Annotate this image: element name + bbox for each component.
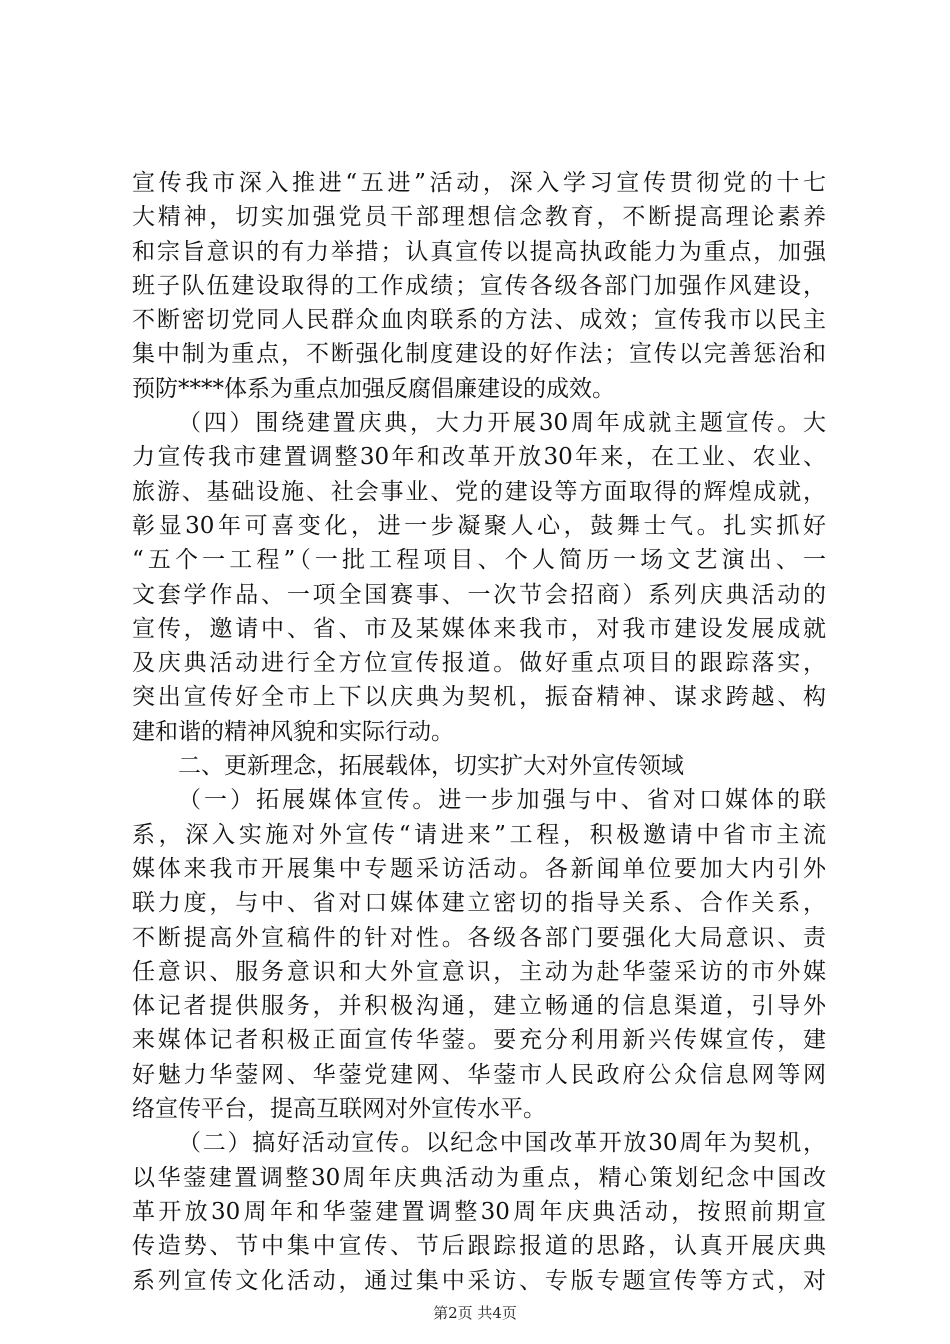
text-line: 力宣传我市建置调整30年和改革开放30年来，在工业、农业、 xyxy=(132,444,826,471)
text-line: 二、更新理念，拓展载体，切实扩大对外宣传领域 xyxy=(178,753,684,780)
text-line: 传造势、节中集中宣传、节后跟踪报道的思路，认真开展庆典 xyxy=(132,1233,826,1260)
text-line: 突出宣传好全市上下以庆典为契机，振奋精神、谋求跨越、构 xyxy=(132,684,826,711)
text-line: 预防****体系为重点加强反腐倡廉建设的成效。 xyxy=(132,375,615,402)
text-line: 及庆典活动进行全方位宣传报道。做好重点项目的跟踪落实， xyxy=(132,650,826,677)
text-line: 文套学作品、一项全国赛事、一次节会招商）系列庆典活动的 xyxy=(132,581,826,608)
document-body xyxy=(132,166,826,1298)
text-line: 系列宣传文化活动，通过集中采访、专版专题宣传等方式，对 xyxy=(132,1267,826,1294)
text-line: 班子队伍建设取得的工作成绩；宣传各级各部门加强作风建设， xyxy=(132,272,826,299)
text-line: 宣传，邀请中、省、市及某媒体来我市，对我市建设发展成就 xyxy=(132,615,826,642)
text-line: （四）围绕建置庆典，大力开展30周年成就主题宣传。大 xyxy=(178,410,826,437)
text-line: （一）拓展媒体宣传。进一步加强与中、省对口媒体的联 xyxy=(178,787,826,814)
text-line: 体记者提供服务，并积极沟通，建立畅通的信息渠道，引导外 xyxy=(132,993,826,1020)
text-line: 好魅力华蓥网、华蓥党建网、华蓥市人民政府公众信息网等网 xyxy=(132,1061,826,1088)
text-line: 来媒体记者积极正面宣传华蓥。要充分利用新兴传媒宣传，建 xyxy=(132,1027,826,1054)
text-line: 媒体来我市开展集中专题采访活动。各新闻单位要加大内引外 xyxy=(132,855,826,882)
page-number-footer: 第2页 共4页 xyxy=(433,1304,517,1322)
text-line: 任意识、服务意识和大外宣意识，主动为赴华蓥采访的市外媒 xyxy=(132,958,826,985)
text-line: 建和谐的精神风貌和实际行动。 xyxy=(132,718,454,745)
text-line: 革开放30周年和华蓥建置调整30周年庆典活动，按照前期宣 xyxy=(132,1198,826,1225)
text-line: “五个一工程”（一批工程项目、个人简历一场文艺演出、一 xyxy=(132,547,826,574)
text-line: 系，深入实施对外宣传“请进来”工程，积极邀请中省市主流 xyxy=(132,821,826,848)
text-line: （二）搞好活动宣传。以纪念中国改革开放30周年为契机， xyxy=(178,1130,826,1157)
text-line: 和宗旨意识的有力举措；认真宣传以提高执政能力为重点，加强 xyxy=(132,238,826,265)
text-line: 不断密切党同人民群众血肉联系的方法、成效；宣传我市以民主 xyxy=(132,307,826,334)
text-line: 旅游、基础设施、社会事业、党的建设等方面取得的辉煌成就， xyxy=(132,478,826,505)
text-line: 不断提高外宣稿件的针对性。各级各部门要强化大局意识、责 xyxy=(132,924,826,951)
text-line: 宣传我市深入推进“五进”活动，深入学习宣传贯彻党的十七 xyxy=(132,170,826,196)
text-line: 络宣传平台，提高互联网对外宣传水平。 xyxy=(132,1096,546,1123)
text-line: 以华蓥建置调整30周年庆典活动为重点，精心策划纪念中国改 xyxy=(132,1164,826,1191)
text-line: 大精神，切实加强党员干部理想信念教育，不断提高理论素养 xyxy=(132,204,826,231)
text-line: 集中制为重点，不断强化制度建设的好作法；宣传以完善惩治和 xyxy=(132,341,826,368)
text-line: 联力度，与中、省对口媒体建立密切的指导关系、合作关系， xyxy=(132,890,826,917)
text-line: 彰显30年可喜变化，进一步凝聚人心，鼓舞士气。扎实抓好 xyxy=(132,512,826,539)
